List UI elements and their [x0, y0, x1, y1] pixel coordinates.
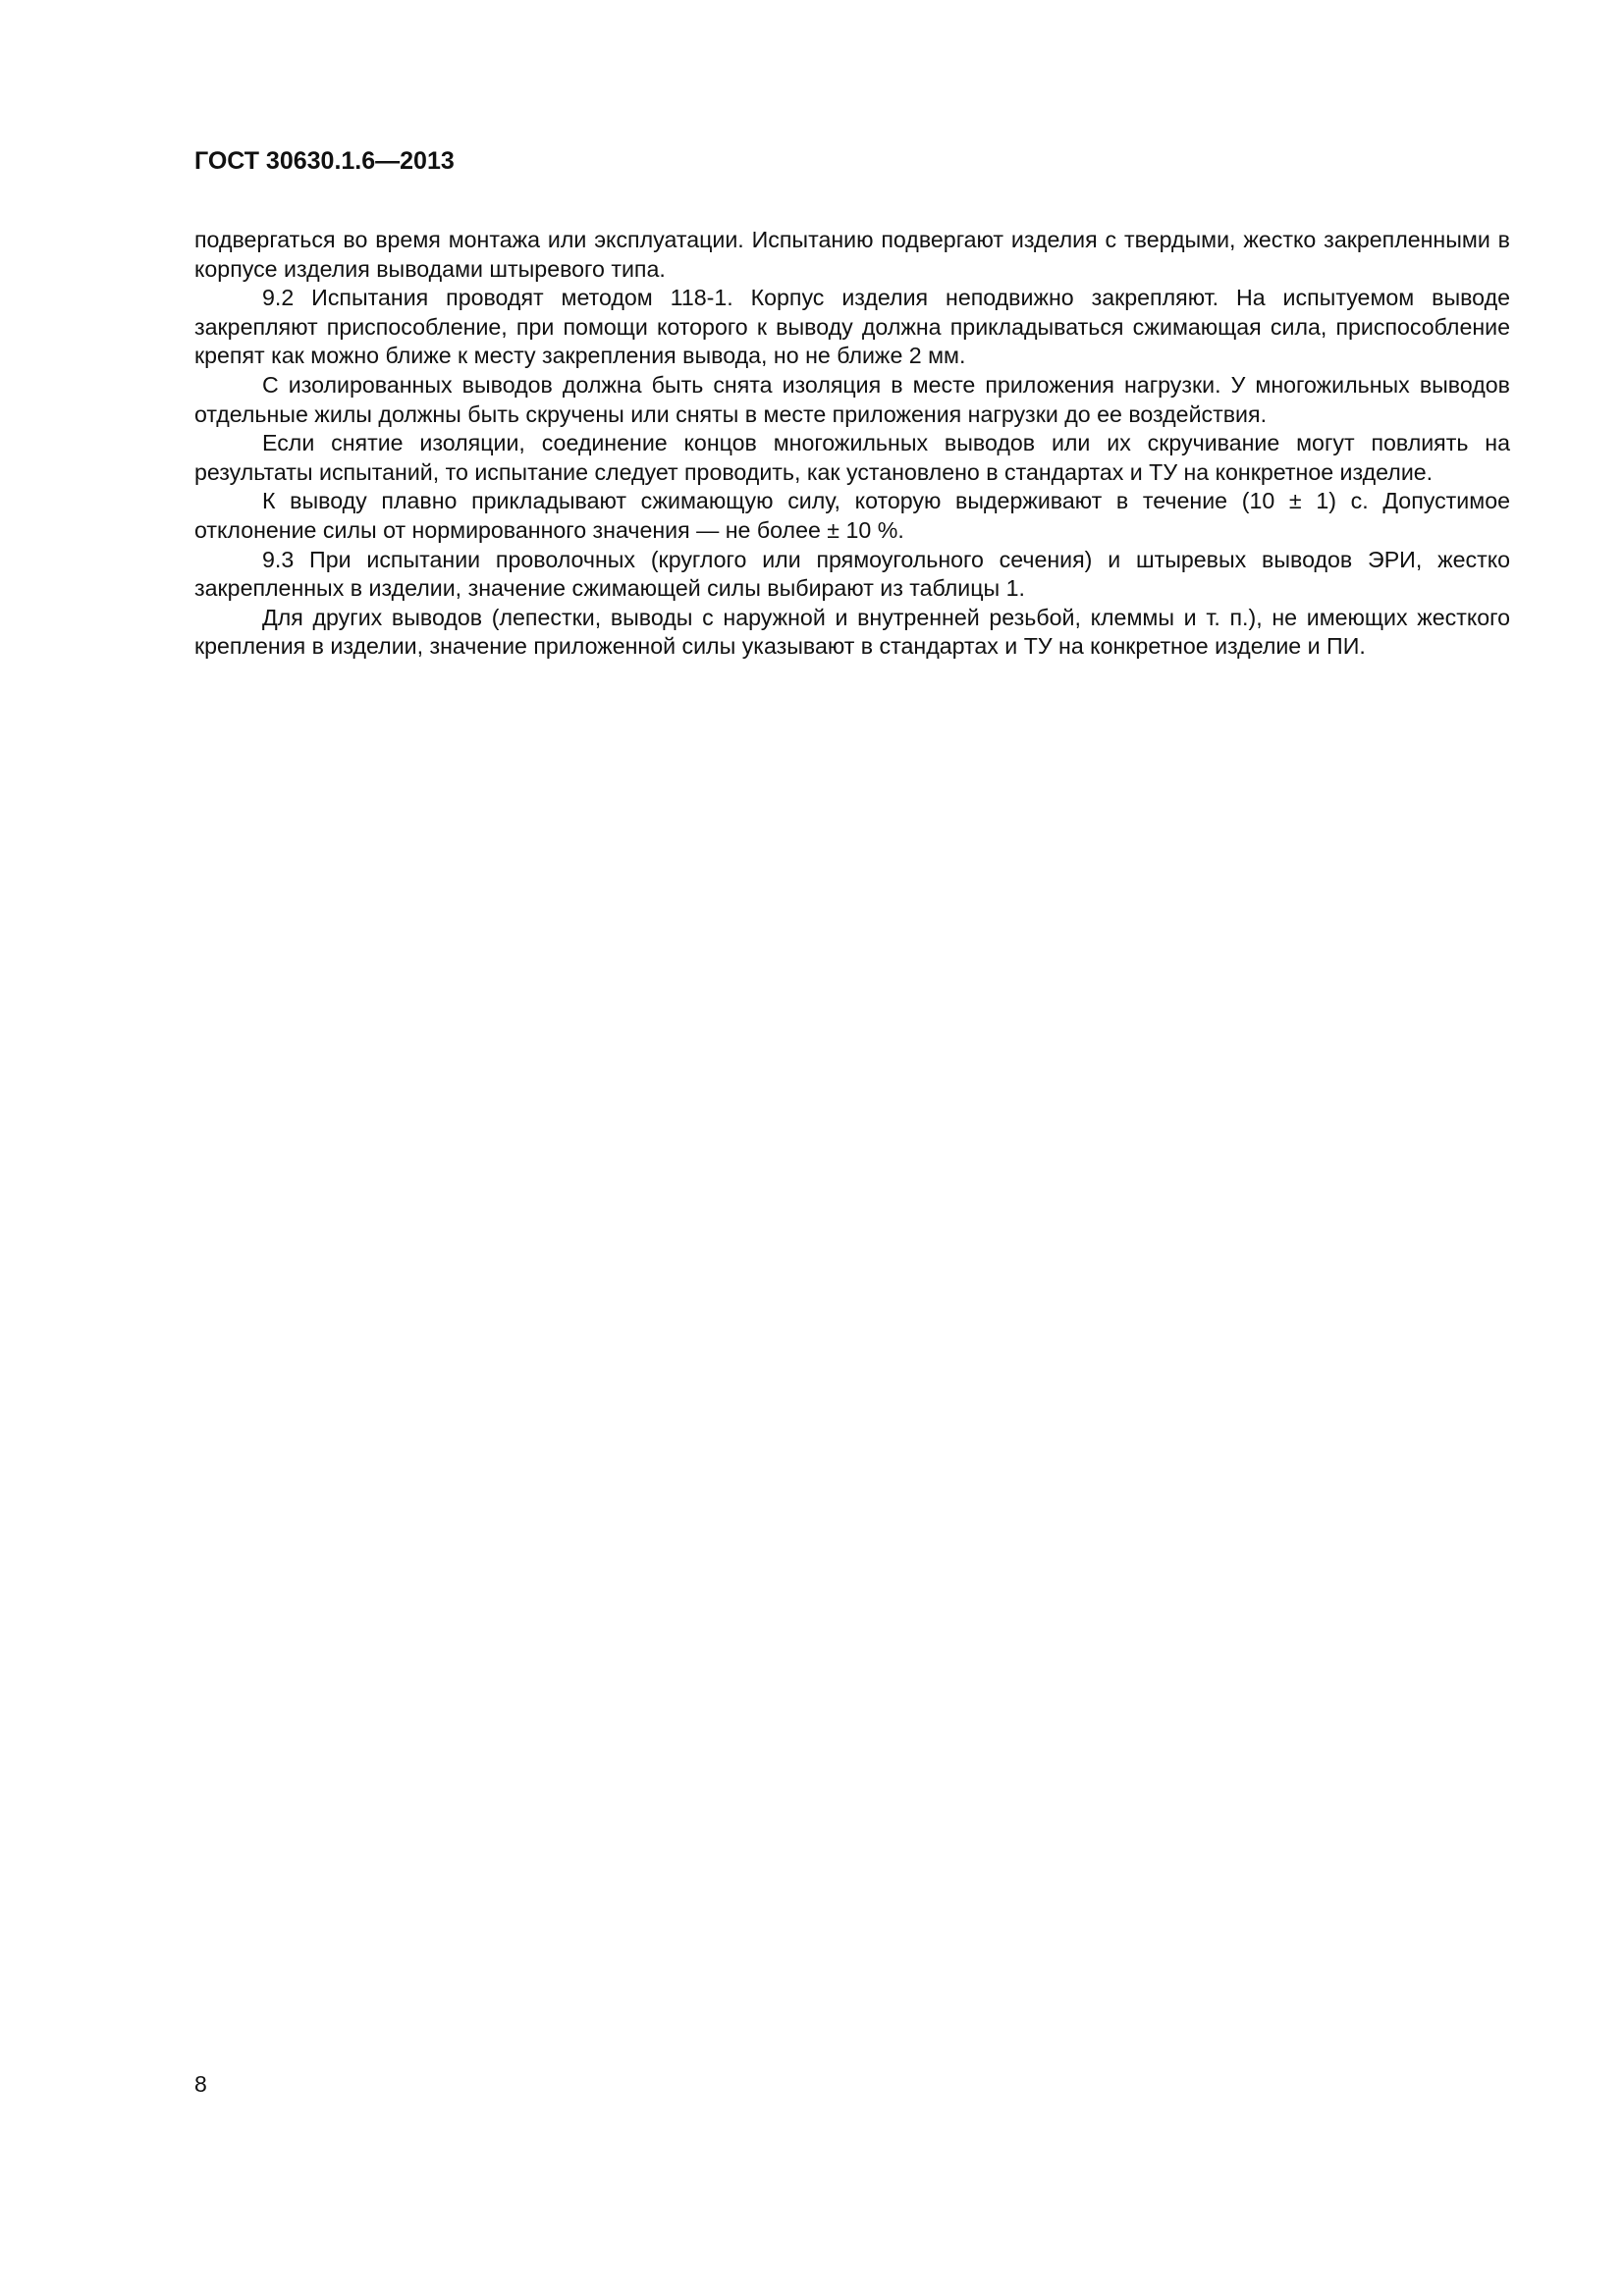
paragraph-9-2: 9.2 Испытания проводят методом 118-1. Корпус изделия неподвижно закрепляют. На испытуемом выводе закрепляют приспособление, при помощи которого к выводу должна прикладываться сжимающая сила, приспособление крепят как можно ближе к месту закрепления вывода, но не ближе 2 мм. — [194, 285, 1510, 369]
paragraph-force: К выводу плавно прикладывают сжимающую силу, которую выдерживают в течение (10 ± 1) с. Допустимое отклонение силы от нормированного значения — не более ± 10 %. — [194, 488, 1510, 543]
paragraph-continuation: подвергаться во время монтажа или эксплуатации. Испытанию подвергают изделия с твердыми, жестко закрепленными в корпусе изделия выводами штыревого типа. — [194, 227, 1510, 282]
paragraph-other-leads: Для других выводов (лепестки, выводы с наружной и внутренней резьбой, клеммы и т. п.), не имеющих жесткого крепления в изделии, значение приложенной силы указывают в стандартах и ТУ на конкретное изделие и ПИ. — [194, 604, 1510, 660]
document-body — [194, 226, 1510, 662]
paragraph-9-3: 9.3 При испытании проволочных (круглого или прямоугольного сечения) и штыревых выводов ЭРИ, жестко закрепленных в изделии, значение сжимающей силы выбирают из таблицы 1. — [194, 546, 1510, 602]
paragraph-insulation: С изолированных выводов должна быть снята изоляция в месте приложения нагрузки. У многожильных выводов отдельные жилы должны быть скручены или сняты в месте приложения нагрузки до ее воздействия. — [194, 371, 1510, 427]
paragraph-stripping: Если снятие изоляции, соединение концов многожильных выводов или их скручивание могут повлиять на результаты испытаний, то испытание следует проводить, как установлено в стандартах и ТУ на конкретное изделие. — [194, 430, 1510, 485]
document-header: ГОСТ 30630.1.6—2013 — [194, 147, 455, 175]
page-number: 8 — [194, 2071, 207, 2097]
